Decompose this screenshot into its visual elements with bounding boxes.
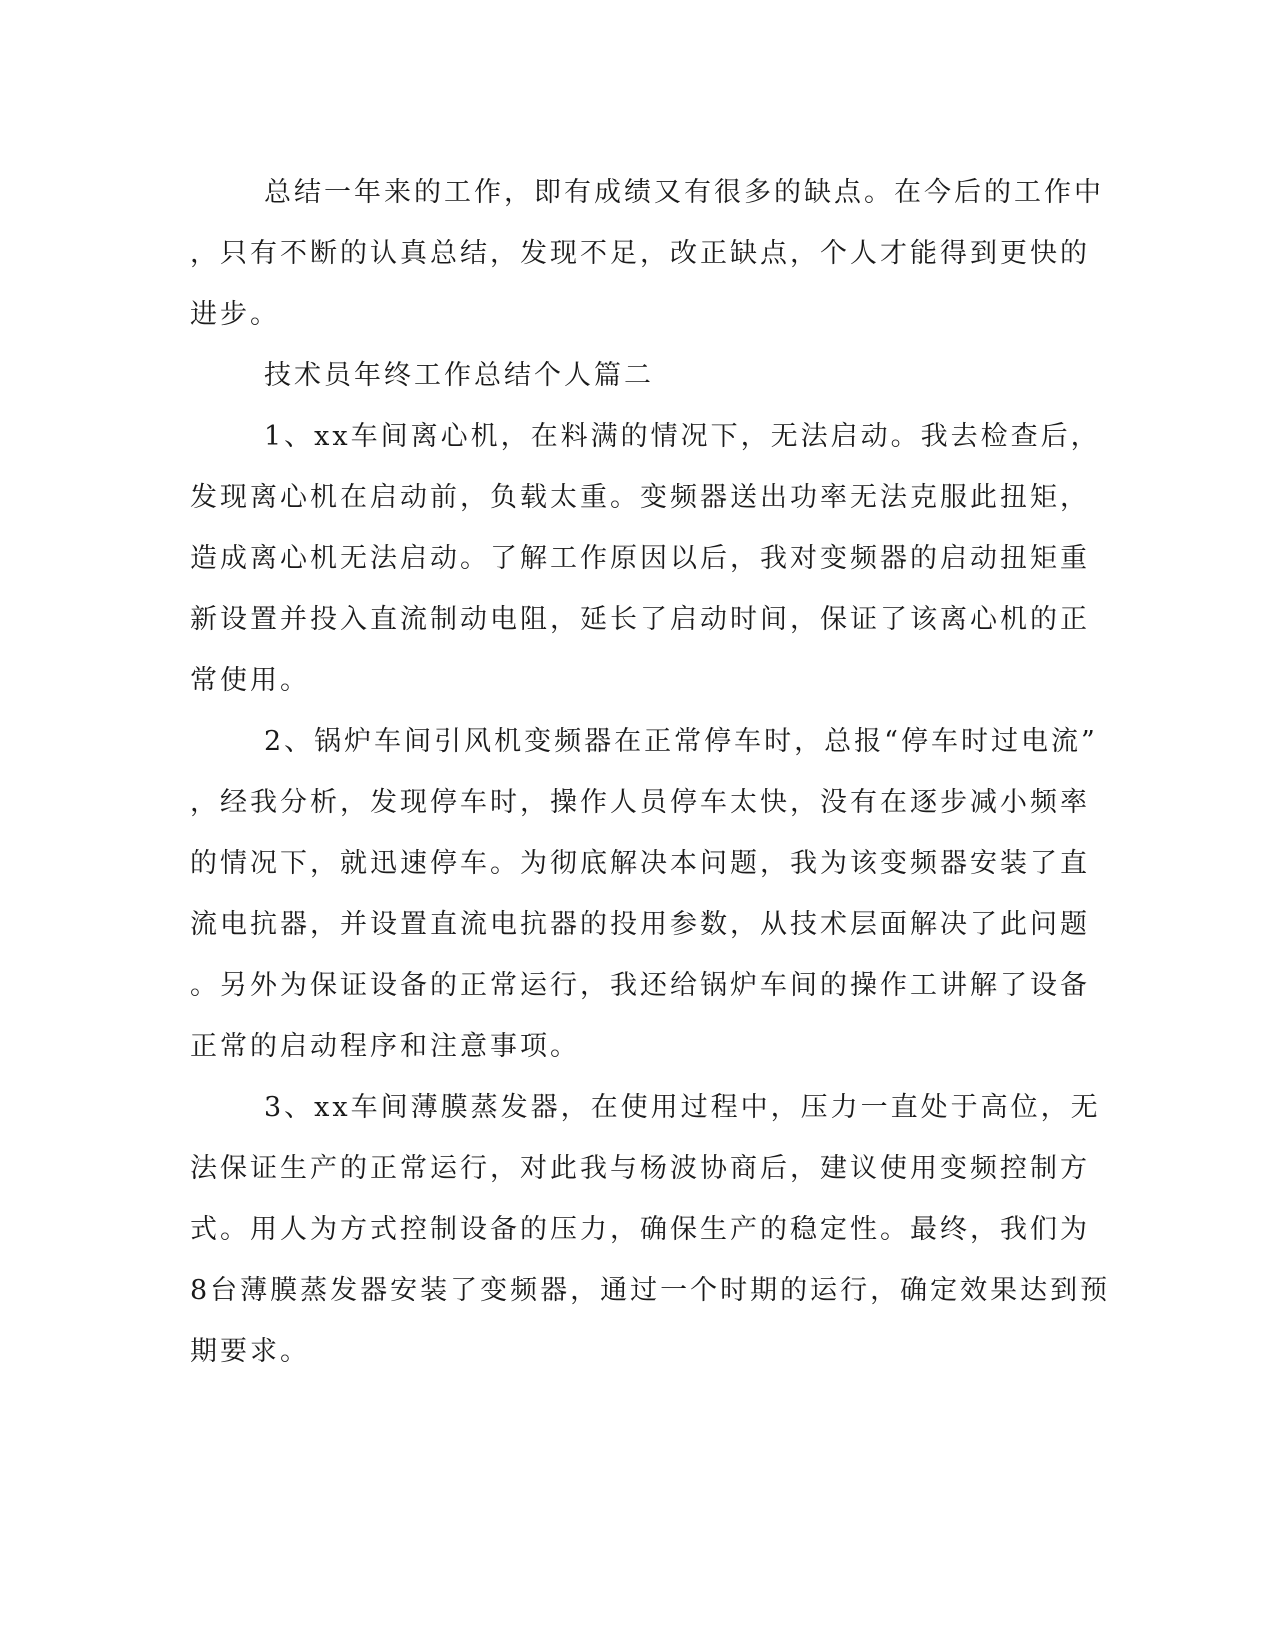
text-line: 期要求。 xyxy=(190,1336,310,1367)
document-body xyxy=(190,162,1111,1382)
text-line: 流电抗器，并设置直流电抗器的投用参数，从技术层面解决了此问题 xyxy=(190,909,1090,940)
text-line: 1、xx车间离心机，在料满的情况下，无法启动。我去检查后， xyxy=(264,421,1101,452)
section-heading xyxy=(190,345,1090,406)
text-line: 3、xx车间薄膜蒸发器，在使用过程中，压力一直处于高位，无 xyxy=(264,1092,1101,1123)
paragraph-item-3 xyxy=(190,1077,1111,1382)
paragraph-summary xyxy=(190,162,1104,345)
text-line: 法保证生产的正常运行，对此我与杨波协商后，建议使用变频控制方 xyxy=(190,1153,1090,1184)
text-line: 8台薄膜蒸发器安装了变频器，通过一个时期的运行，确定效果达到预 xyxy=(190,1275,1111,1306)
text-line: 2、锅炉车间引风机变频器在正常停车时，总报“停车时过电流” xyxy=(264,726,1098,757)
text-line: 总结一年来的工作，即有成绩又有很多的缺点。在今后的工作中 xyxy=(264,177,1104,208)
text-line: 常使用。 xyxy=(190,665,310,696)
text-line: 进步。 xyxy=(190,299,280,330)
text-line: 式。用人为方式控制设备的压力，确保生产的稳定性。最终，我们为 xyxy=(190,1214,1090,1245)
text-line: 新设置并投入直流制动电阻，延长了启动时间，保证了该离心机的正 xyxy=(190,604,1090,635)
text-line: ，经我分析，发现停车时，操作人员停车太快，没有在逐步减小频率 xyxy=(190,787,1090,818)
text-line: 。另外为保证设备的正常运行，我还给锅炉车间的操作工讲解了设备 xyxy=(190,970,1090,1001)
text-line: ，只有不断的认真总结，发现不足，改正缺点，个人才能得到更快的 xyxy=(190,238,1090,269)
paragraph-item-2 xyxy=(190,711,1098,1077)
paragraph-item-1 xyxy=(190,406,1101,711)
text-line: 发现离心机在启动前，负载太重。变频器送出功率无法克服此扭矩， xyxy=(190,482,1090,513)
text-line: 的情况下，就迅速停车。为彻底解决本问题，我为该变频器安装了直 xyxy=(190,848,1090,879)
text-line: 正常的启动程序和注意事项。 xyxy=(190,1031,580,1062)
heading-text: 技术员年终工作总结个人篇二 xyxy=(264,360,654,391)
text-line: 造成离心机无法启动。了解工作原因以后，我对变频器的启动扭矩重 xyxy=(190,543,1090,574)
